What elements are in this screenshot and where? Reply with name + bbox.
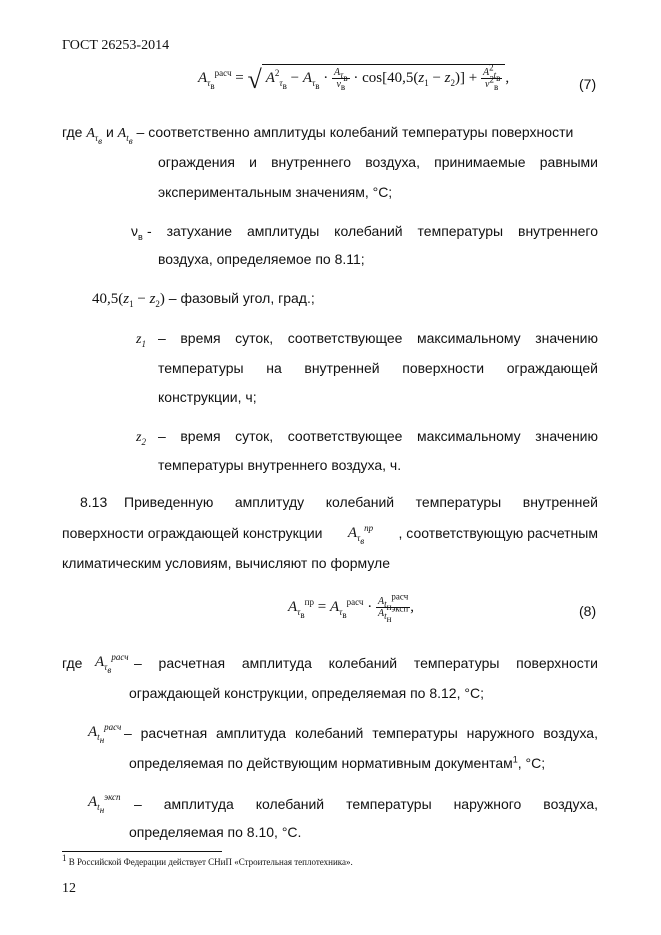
nu-description-line-1: - затухание амплитуды колебаний температуры внутреннего (147, 223, 598, 239)
z1-description-line-3: конструкции, ч; (158, 389, 257, 405)
z2-description-line-1: – время суток, соответствующее максимальному значению (158, 428, 598, 444)
z1-description-line-1: – время суток, соответствующее максимальному значению (158, 330, 598, 346)
footnote: $^1$ В Российской Федерации действует СНиП «Строительная теплотехника». (62, 853, 353, 867)
symbol-a-t-eksp: $A_{t_н}^{эксп}$ (88, 792, 121, 815)
definition-8-1-line-2: ограждающей конструкции, определяемая по 8.12, °С; (129, 685, 484, 701)
phase-angle-definition: $40,5(z_1 - z_2)$ – фазовый угол, град.; (92, 290, 315, 309)
section-line-1: Приведенную амплитуду колебаний температуры внутренней (124, 494, 598, 510)
definition-8-3-line-1: – амплитуда колебаний температуры наружного воздуха, (134, 796, 598, 812)
equation-8-number: (8) (579, 603, 597, 619)
definition-8-1-line-1: – расчетная амплитуда колебаний температуры поверхности (134, 655, 598, 671)
definition-amplitudes: где $A_{\tau_в}$ и $A_{t_в}$ – соответственно амплитуды колебаний температуры поверхности (62, 124, 574, 146)
z2-description-line-2: температуры внутреннего воздуха, ч. (158, 457, 402, 473)
section-number: 8.13 (80, 494, 108, 510)
footnote-separator (62, 851, 222, 852)
definition-amplitudes-line-2: ограждения и внутреннего воздуха, принимаемые равными (158, 154, 598, 170)
nu-symbol: $\nu_в$ (131, 223, 143, 242)
equation-7: $A_{\tau_в}^{расч}$ = √ $A^2_{\tau_в} - A_{\tau_в}$ · $\frac{A_{\tau_в}}{\nu_в}$ · $\cos[40,5(z_1 - z_2)]$ + $\frac{A^2_{t_в}}{\nu^2_в}$ , (198, 62, 510, 94)
section-line-2: поверхности ограждающей конструкции $A_{\tau_в}^{пр}$ , соответствующую расчетным (62, 523, 598, 546)
definition-8-2-line-1: – расчетная амплитуда колебаний температуры наружного воздуха, (124, 725, 598, 741)
nu-description-line-2: воздуха, определяемое по 8.11; (158, 251, 365, 267)
z1-symbol: $z_1$ (136, 332, 146, 349)
page-number: 12 (62, 881, 76, 896)
definition-8-where: где (62, 655, 83, 671)
footnote-reference: 1 (512, 754, 518, 765)
definition-amplitudes-line-3: экспериментальным значениям, °С; (158, 184, 393, 200)
symbol-a-tau-rasch: $A_{\tau_в}^{расч}$ (95, 652, 129, 675)
symbol-a-t-rasch: $A_{t_н}^{расч}$ (88, 722, 122, 745)
z2-symbol: $z_2$ (136, 430, 146, 447)
document-header: ГОСТ 26253-2014 (62, 38, 170, 53)
section-line-3: климатическим условиям, вычисляют по формуле (62, 555, 390, 571)
definition-8-2-line-2: определяемая по действующим нормативным документам$^1$, °С; (129, 754, 546, 771)
equation-7-number: (7) (579, 76, 597, 92)
definition-8-3-line-2: определяемая по 8.10, °С. (129, 824, 302, 840)
equation-8: $A_{\tau_в}^{пр} = A_{\tau_в}^{расч}$ · $\frac{A_{t_н}^{расч}}{A_{t_н}^{эксп}}$ , (288, 591, 414, 624)
z1-description-line-2: температуры на внутренней поверхности ограждающей (158, 360, 598, 376)
